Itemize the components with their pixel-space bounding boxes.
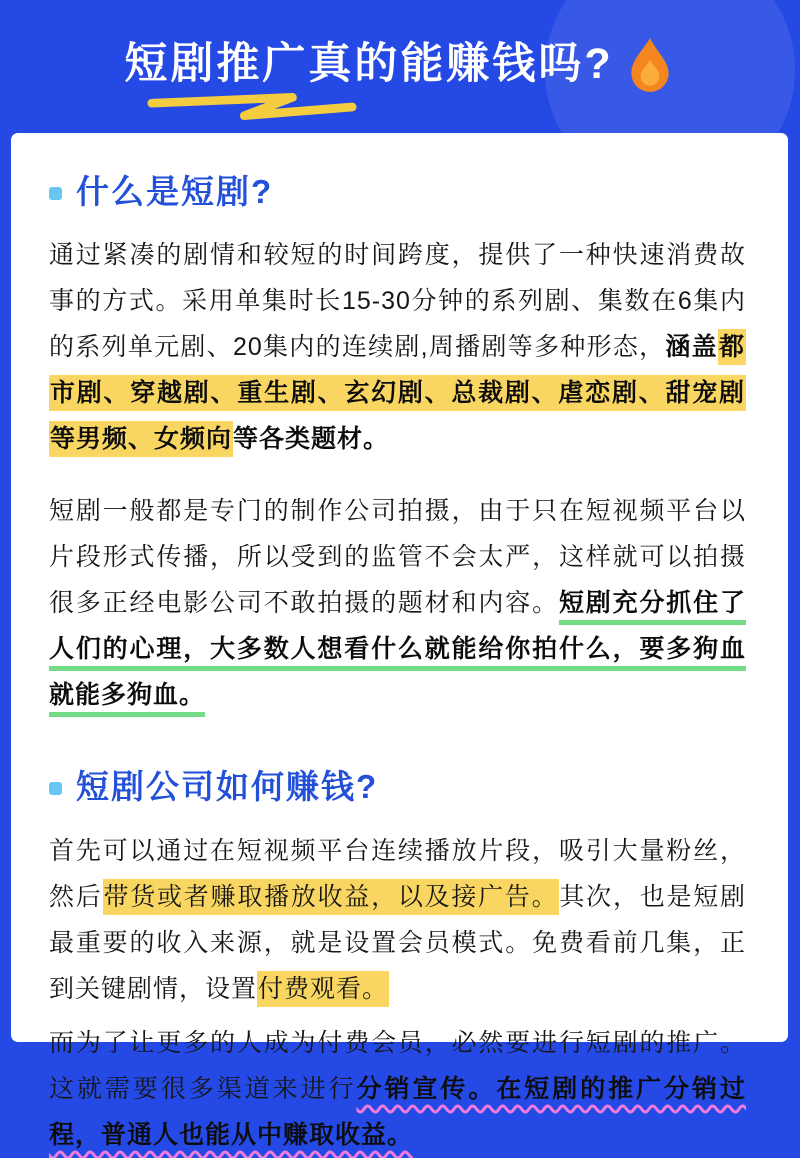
text-segment: 首先可以通过在短视频平台连续播放片段，吸引大量粉丝，然后 xyxy=(49,836,746,911)
square-bullet-icon xyxy=(49,187,62,200)
text-segment: 短剧一般都是专门的制作公司拍摄，由于只在短视频平台以片段形式传播，所以受到的监管不会太严，这样就可以拍摄很多正经电影公司不敢拍摄的题材和内容。 xyxy=(49,497,746,618)
section-heading-row xyxy=(49,766,746,807)
text-segment-highlighted: 付费观看。 xyxy=(257,971,389,1007)
section-heading: 什么是短剧? xyxy=(76,173,274,210)
square-bullet-icon xyxy=(49,782,62,795)
text-segment: 其次，也是短剧最重要的收入来源，就是设置会员模式。免费看前几集，正到关键剧情，设置 xyxy=(49,882,746,1003)
text-segment: 通过紧凑的剧情和较短的时间跨度，提供了一种快速消费故事的方式。采用单集时长15-30分钟的系列剧、集数在6集内的系列单元剧、20集内的连续剧,周播剧等多种形态， xyxy=(49,241,746,362)
text-segment-highlighted: 都市剧、穿越剧、重生剧、玄幻剧、总裁剧、虐恋剧、甜宠剧等男频、女频向 xyxy=(49,329,746,457)
text-segment: 而为了让更多的人成为付费会员，必然要进行短剧的推广。这就需要很多渠道来进行 xyxy=(49,1028,746,1103)
paragraph xyxy=(49,828,746,1012)
text-segment-bold: 涵盖 xyxy=(665,333,718,362)
text-segment-bold: 等各类题材。 xyxy=(233,425,390,454)
text-segment-highlighted: 带货或者赚取播放收益，以及接广告。 xyxy=(103,879,560,915)
text-segment-pink-wavy-underlined: 分销宣传。在短剧的推广分销过程，普通人也能从中赚取收益。 xyxy=(49,1074,746,1149)
section-heading: 短剧公司如何赚钱? xyxy=(76,768,379,806)
flame-icon xyxy=(624,36,676,94)
section-heading-row xyxy=(49,171,746,212)
page-title: 短剧推广真的能赚钱吗? xyxy=(124,40,614,89)
text-segment-green-underlined: 短剧充分抓住了人们的心理，大多数人想看什么就能给你拍什么，要多狗血就能多狗血。 xyxy=(49,589,746,710)
paragraph xyxy=(49,1020,746,1158)
section-how-companies-earn xyxy=(49,766,746,1157)
paragraph xyxy=(49,232,746,462)
content-card xyxy=(11,133,788,1149)
paragraph xyxy=(49,488,746,718)
section-what-is-short-drama xyxy=(49,171,746,718)
header xyxy=(0,0,800,133)
title-row xyxy=(0,36,800,94)
title-underline-squiggle-icon xyxy=(146,90,358,124)
